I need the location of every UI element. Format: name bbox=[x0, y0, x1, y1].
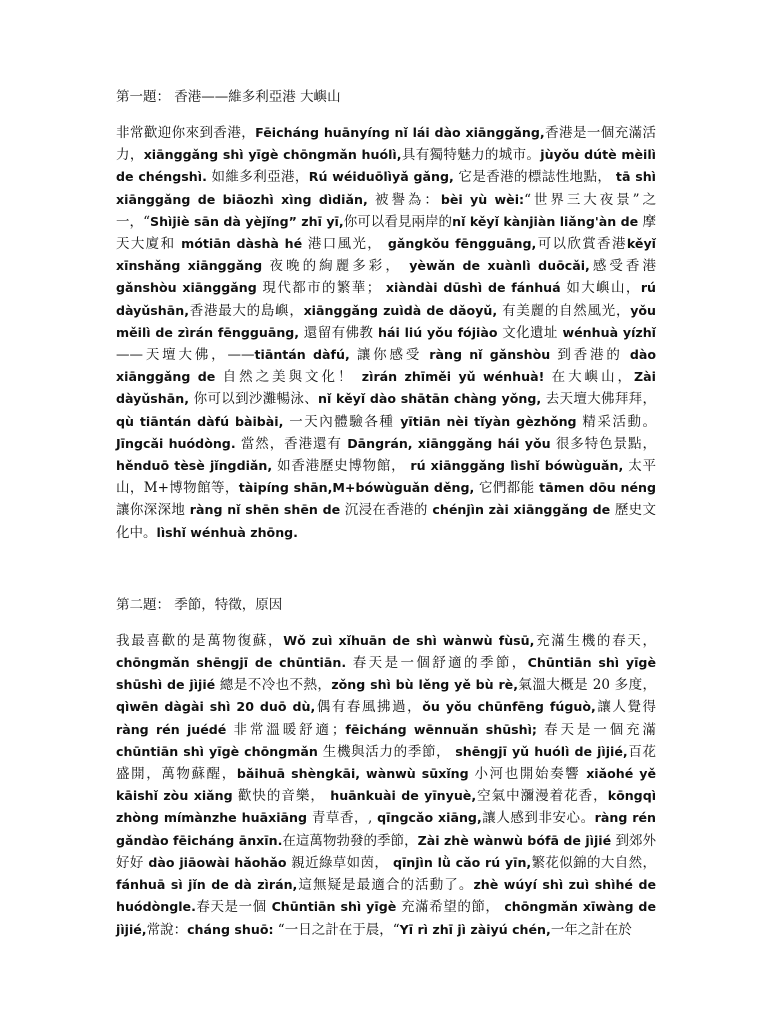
pinyin-text: Zài dàyǔshān, bbox=[116, 369, 656, 407]
chinese-text: 歷史文化中。 bbox=[116, 502, 656, 541]
pinyin-text: kōngqì zhòng mímànzhe huāxiāng bbox=[116, 788, 657, 826]
chinese-text: 香港是一個充滿活力， bbox=[116, 125, 657, 164]
section-1-body bbox=[116, 122, 656, 544]
pinyin-text: cháng shuō: bbox=[187, 921, 274, 937]
pinyin-text: ǒu yǒu chūnfēng fúguò, bbox=[422, 699, 596, 715]
chinese-text: 歡快的音樂， bbox=[232, 788, 331, 805]
pinyin-text: tiāntán dàfú, bbox=[254, 347, 350, 363]
pinyin-text: wénhuà yízhǐ bbox=[562, 324, 656, 340]
pinyin-text: tàipíng shān,M+bówùguǎn děng, bbox=[238, 480, 475, 496]
chinese-text: 空氣中瀰漫着花香， bbox=[476, 788, 608, 805]
pinyin-text: chūntiān shì yīgè chōngmǎn bbox=[116, 743, 318, 759]
pinyin-text: ràng nǐ shēn shēn de bbox=[189, 502, 341, 518]
pinyin-text: nǐ kěyǐ dào shātān chàng yǒng, bbox=[318, 391, 542, 407]
chinese-text: 青草香，, bbox=[307, 810, 378, 827]
pinyin-text: hěnduō tèsè jǐngdiǎn, bbox=[116, 458, 273, 474]
chinese-text: 一年之計在於 bbox=[550, 921, 632, 938]
chinese-text: 讓人感到非安心。 bbox=[481, 810, 595, 827]
chinese-text: 夜晚的絢麗多彩， bbox=[262, 258, 410, 275]
chinese-text: 還留有佛教 bbox=[299, 324, 379, 341]
chinese-text: 很多特色景點， bbox=[550, 435, 656, 452]
pinyin-text: xiàndài dūshì de fánhuá bbox=[385, 280, 561, 296]
pinyin-text: xiǎohé yě kāishǐ zòu xiǎng bbox=[116, 766, 657, 804]
chinese-text: 偶有春風拂過， bbox=[315, 699, 423, 716]
pinyin-text: ràng nǐ gǎnshòu bbox=[429, 347, 551, 363]
chinese-text: 讓人覺得 bbox=[595, 699, 657, 716]
chinese-text: 非常歡迎你來到香港， bbox=[116, 125, 256, 141]
pinyin-text: qù tiāntán dàfú bàibài, bbox=[116, 413, 284, 429]
chinese-text: 讓你深深地 bbox=[116, 502, 190, 519]
pinyin-text: gǎnshòu xiānggǎng bbox=[116, 280, 257, 296]
chinese-text: 春天是一個充滿 bbox=[536, 721, 657, 738]
chinese-text: ——天壇大佛，—— bbox=[116, 347, 255, 364]
chinese-text: 親近綠草如茵， bbox=[286, 854, 393, 871]
pinyin-text: chénjìn zài xiānggǎng de bbox=[432, 502, 611, 518]
pinyin-text: Zài zhè wànwù bófā de jìjié bbox=[417, 832, 612, 848]
pinyin-text: Fēicháng huānyíng nǐ lái dào xiānggǎng, bbox=[255, 125, 545, 140]
pinyin-text: Dāngrán, xiānggǎng hái yǒu bbox=[347, 435, 551, 451]
chinese-text: 你可以到沙灘暢泳、 bbox=[189, 391, 319, 408]
pinyin-text: fēicháng wēnnuǎn shūshì; bbox=[345, 721, 537, 737]
pinyin-text: yǒu měilì de zìrán fēngguāng, bbox=[116, 302, 657, 340]
pinyin-text: hái liú yǒu fójiào bbox=[378, 324, 498, 340]
pinyin-text: shēngjī yǔ huólì de jìjié, bbox=[455, 743, 628, 759]
section-2-body bbox=[116, 630, 656, 941]
pinyin-text: huānkuài de yīnyuè, bbox=[330, 788, 477, 804]
chinese-text: 港口風光， bbox=[302, 236, 388, 253]
chinese-text: 春天是一個舒適的季節， bbox=[346, 655, 528, 672]
pinyin-text: kěyǐ xīnshǎng xiānggǎng bbox=[116, 236, 656, 274]
pinyin-text: fánhuā sì jǐn de dà zìrán, bbox=[116, 877, 298, 893]
pinyin-text: chōngmǎn shēngjī de chūntiān. bbox=[116, 655, 347, 671]
chinese-text: 到郊外好好 bbox=[116, 832, 656, 871]
chinese-text: 如大嶼山， bbox=[560, 280, 641, 297]
chinese-text: 具有獨特魅力的城市。 bbox=[401, 147, 541, 164]
pinyin-text: yītiān nèi tǐyàn gèzhǒng bbox=[400, 413, 577, 429]
chinese-text: 春天是一個 bbox=[195, 899, 272, 916]
chinese-text: 自然之美與文化！ bbox=[215, 369, 362, 386]
section-1 bbox=[116, 86, 656, 544]
chinese-text: 非常溫暖舒適； bbox=[226, 721, 346, 738]
pinyin-text: dào xiānggǎng de bbox=[116, 347, 656, 385]
pinyin-text: nǐ kěyǐ kànjiàn liǎng'àn de bbox=[452, 213, 639, 229]
chinese-text: 我最喜歡的是萬物復蘇， bbox=[116, 632, 284, 649]
pinyin-text: mótiān dàshà hé bbox=[181, 236, 303, 252]
chinese-text: “一日之計在于晨，“ bbox=[273, 921, 400, 938]
pinyin-text: yèwǎn de xuànlì duōcǎi, bbox=[409, 258, 590, 274]
chinese-text: 去天壇大佛拜拜， bbox=[541, 391, 656, 408]
pinyin-text: qīngcǎo xiāng, bbox=[377, 810, 482, 826]
pinyin-text: zhī yī, bbox=[301, 213, 344, 229]
pinyin-text: tāmen dōu néng bbox=[539, 480, 656, 496]
chinese-text: 這無疑是最適合的活動了。 bbox=[297, 877, 474, 894]
pinyin-text: ràng rén gǎndào fēicháng ānxīn. bbox=[116, 810, 656, 848]
chinese-text: 一天內體驗各種 bbox=[283, 413, 401, 430]
chinese-text: 在大嶼山， bbox=[544, 369, 635, 386]
chinese-text: 充滿生機的春天， bbox=[534, 632, 656, 649]
chinese-text: 精采活動。 bbox=[576, 413, 656, 430]
chinese-text: 你可以看見兩岸的 bbox=[343, 213, 453, 230]
chinese-text: 到香港的 bbox=[550, 347, 630, 364]
document-page bbox=[116, 86, 656, 941]
pinyin-text: Chūntiān shì yīgè bbox=[271, 899, 397, 915]
pinyin-text: Wǒ zuì xǐhuān de shì wànwù fùsū, bbox=[283, 632, 535, 648]
pinyin-text: tā shì xiānggǎng de biāozhì xìng dìdiǎn, bbox=[116, 169, 656, 207]
pinyin-text: ràng rén juédé bbox=[116, 721, 227, 737]
pinyin-text: gǎngkǒu fēngguāng, bbox=[387, 236, 537, 252]
chinese-text: 可以欣賞香港 bbox=[536, 236, 627, 253]
pinyin-text: zìrán zhīměi yǔ wénhuà! bbox=[361, 369, 545, 385]
section-2 bbox=[116, 594, 656, 941]
chinese-text: 如香港歷史博物館， bbox=[272, 458, 411, 475]
pinyin-text: chōngmǎn xīwàng de jìjié, bbox=[116, 899, 656, 937]
chinese-text: 太平山，M+博物館等， bbox=[116, 458, 657, 497]
chinese-text: 常說： bbox=[146, 921, 188, 938]
pinyin-text: rú xiānggǎng lìshǐ bówùguǎn, bbox=[410, 458, 624, 474]
chinese-text: 沉浸在香港的 bbox=[340, 502, 433, 519]
chinese-text: 充滿希望的節， bbox=[396, 899, 505, 916]
pinyin-text: jùyǒu dútè mèilì de chéngshì. bbox=[116, 147, 656, 185]
chinese-text: 它是香港的標誌性地點， bbox=[453, 169, 616, 186]
chinese-text: 繁花似錦的大自然， bbox=[531, 854, 657, 871]
pinyin-text: Chūntiān shì yīgè shūshì de jìjié bbox=[116, 655, 656, 693]
chinese-text: 在這萬物勃發的季節， bbox=[282, 832, 418, 849]
pinyin-text: xiānggǎng shì yīgè chōngmǎn huólì, bbox=[143, 147, 402, 163]
pinyin-text: Jīngcǎi huódòng. bbox=[116, 435, 236, 451]
chinese-text: “世界三大夜景”之一，“ bbox=[116, 191, 656, 230]
section-2-heading: 第二題： 季節，特徵，原因 bbox=[116, 596, 283, 613]
chinese-text: 現代都市的繁華； bbox=[256, 280, 386, 297]
chinese-text: 總是不冷也不熱， bbox=[215, 677, 332, 694]
chinese-text: 百花盛開，萬物蘇醒， bbox=[116, 743, 657, 783]
chinese-text: 如維多利亞港， bbox=[206, 169, 309, 186]
pinyin-text: qìwēn dàgài shì 20 duō dù, bbox=[116, 699, 316, 715]
pinyin-text: zǒng shì bù lěng yě bù rè, bbox=[331, 677, 518, 693]
chinese-text: 當然，香港還有 bbox=[235, 435, 348, 452]
chinese-text: 摩天大廈和 bbox=[116, 213, 656, 253]
pinyin-text: xiānggǎng zuìdà de dǎoyǔ, bbox=[303, 302, 498, 318]
chinese-text: 感受香港 bbox=[589, 258, 656, 275]
chinese-text: 小河也開始奏響 bbox=[468, 766, 587, 783]
chinese-text: 被譽為： bbox=[367, 191, 441, 208]
section-1-heading: 第一題： 香港——維多利亞港 大嶼山 bbox=[116, 89, 341, 105]
pinyin-text: qīnjìn lǜ cǎo rú yīn, bbox=[392, 854, 532, 870]
chinese-text: 它們都能 bbox=[474, 480, 540, 497]
chinese-text: 有美麗的自然風光， bbox=[497, 302, 631, 319]
chinese-text: 讓你感受 bbox=[349, 347, 430, 364]
chinese-text: 文化遺址 bbox=[497, 324, 563, 341]
pinyin-text: rú dàyǔshān, bbox=[116, 280, 656, 318]
pinyin-text: Rú wéiduōlìyǎ gǎng, bbox=[308, 169, 454, 185]
pinyin-text: bèi yù wèi: bbox=[440, 191, 525, 207]
pinyin-text: lìshǐ wénhuà zhōng. bbox=[156, 524, 298, 540]
chinese-text: 氣溫大概是 20 多度， bbox=[518, 677, 657, 694]
pinyin-text: Shìjiè sān dà yèjǐng” bbox=[150, 213, 297, 229]
chinese-text: 生機與活力的季節， bbox=[317, 743, 456, 760]
pinyin-text: bǎihuā shèngkāi, wànwù sūxǐng bbox=[236, 766, 469, 782]
pinyin-text: dào jiāowài hǎohǎo bbox=[148, 854, 287, 870]
pinyin-text: zhè wúyí shì zuì shìhé de huódòngle. bbox=[116, 877, 657, 915]
chinese-text: 香港最大的島嶼， bbox=[189, 302, 304, 319]
pinyin-text: Yī rì zhī jì zàiyú chén, bbox=[399, 921, 551, 937]
